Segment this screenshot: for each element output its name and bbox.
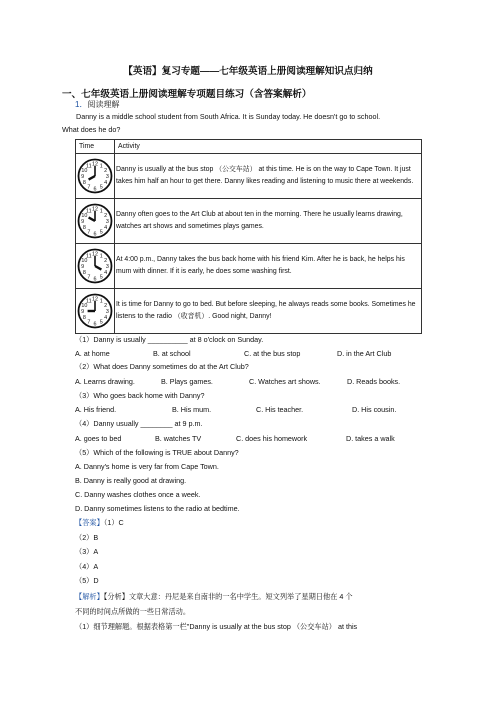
table-header-row (76, 140, 422, 154)
question-3-option-b: B. His mum. (172, 405, 212, 414)
svg-text:3: 3 (105, 309, 109, 315)
svg-text:6: 6 (93, 231, 97, 238)
analysis-line-2: 不同的时间点所做的一些日常活动。 (75, 607, 191, 616)
header-activity: Activity (115, 140, 422, 154)
svg-text:11: 11 (85, 298, 92, 305)
question-1-option-c: C. at the bus stop (244, 349, 301, 358)
time-cell (76, 289, 115, 334)
answer-tag: 【答案】 (75, 518, 104, 527)
svg-text:1: 1 (99, 298, 103, 305)
time-cell (76, 199, 115, 244)
svg-text:6: 6 (93, 321, 97, 328)
question-1-option-a: A. at home (75, 349, 110, 358)
answer-line (75, 518, 124, 528)
svg-text:2: 2 (104, 212, 108, 219)
svg-text:2: 2 (104, 257, 108, 264)
subsection-heading (75, 99, 119, 110)
header-time: Time (76, 140, 115, 154)
svg-text:10: 10 (81, 302, 88, 309)
clock-9-icon (77, 292, 113, 330)
question-5-option-d: D. Danny sometimes listens to the radio at bedtime. (75, 504, 240, 513)
answer-4: （4）A (75, 562, 99, 571)
svg-text:7: 7 (87, 274, 91, 281)
svg-text:8: 8 (82, 270, 86, 277)
svg-text:10: 10 (81, 167, 88, 174)
svg-text:10: 10 (81, 212, 88, 219)
svg-text:9: 9 (81, 174, 85, 180)
svg-text:11: 11 (85, 253, 92, 260)
svg-text:9: 9 (81, 264, 85, 270)
activity-cell: Danny often goes to the Art Club at about ten in the morning. There he usually learns drawing, watches art shows and sometimes plays games. (115, 199, 422, 244)
question-3-option-c: C. His teacher. (256, 405, 304, 414)
question-3-option-a: A. His friend. (75, 405, 117, 414)
svg-text:9: 9 (81, 219, 85, 225)
passage-question: What does he do? (62, 125, 121, 134)
svg-text:7: 7 (87, 229, 91, 236)
question-4-option-a: A. goes to bed (75, 434, 122, 443)
question-5-option-a: A. Danny's home is very far from Cape Town. (75, 462, 219, 471)
question-4-option-c: C. does his homework (236, 434, 308, 443)
question-2-option-c: C. Watches art shows. (249, 377, 321, 386)
svg-text:2: 2 (104, 302, 108, 309)
answer-3: （3）A (75, 547, 99, 556)
answer-2: （2）B (75, 533, 99, 542)
answer-1: （1）C (103, 518, 124, 527)
time-cell (76, 154, 115, 199)
activity-cell: At 4:00 p.m., Danny takes the bus back home with his friend Kim. After he is back, he helps his mum with dinner. If it is early, he does some washing first. (115, 244, 422, 289)
svg-text:10: 10 (81, 257, 88, 264)
svg-text:5: 5 (99, 184, 103, 191)
document-title: 【英语】复习专题——七年级英语上册阅读理解知识点归纳 (123, 66, 373, 77)
clock-4-icon (77, 247, 113, 285)
svg-text:12: 12 (92, 296, 98, 303)
svg-text:5: 5 (99, 319, 103, 326)
question-2-option-b: B. Plays games. (161, 377, 213, 386)
question-2-stem: （2）What does Danny sometimes do at the Art Club? (75, 362, 249, 371)
svg-text:11: 11 (85, 163, 92, 170)
svg-text:8: 8 (82, 225, 86, 232)
question-3-stem: （3）Who goes back home with Danny? (75, 391, 205, 400)
question-4-stem: （4）Danny usually ________ at 9 p.m. (75, 419, 203, 428)
svg-text:4: 4 (104, 225, 108, 232)
activity-cell: It is time for Danny to go to bed. But before sleeping, he always reads some books. Sometimes he listens to the radio （收音机）. Good night, Danny! (115, 289, 422, 334)
question-1-stem: （1）Danny is usually __________ at 8 o'clock on Sunday. (75, 335, 264, 344)
question-1-option-b: B. at school (153, 349, 191, 358)
svg-text:4: 4 (104, 270, 108, 277)
section-heading: 一、七年级英语上册阅读理解专项题目练习（含答案解析） (62, 89, 312, 100)
svg-text:5: 5 (99, 229, 103, 236)
svg-text:8: 8 (82, 180, 86, 187)
question-5-option-c: C. Danny washes clothes once a week. (75, 490, 201, 499)
table-row (76, 289, 422, 334)
svg-text:5: 5 (99, 274, 103, 281)
analysis-tag: 【解析】 (75, 592, 104, 601)
analysis-line-1 (75, 592, 353, 602)
clock-10-icon (77, 202, 113, 240)
svg-text:9: 9 (81, 309, 85, 315)
subsection-label: 阅读理解 (87, 100, 120, 109)
svg-text:3: 3 (105, 264, 109, 270)
svg-text:1: 1 (99, 208, 103, 215)
question-2-option-d: D. Reads books. (347, 377, 401, 386)
svg-text:8: 8 (82, 315, 86, 322)
passage-intro (62, 110, 434, 123)
svg-text:4: 4 (104, 315, 108, 322)
svg-text:1: 1 (99, 163, 103, 170)
activity-table (75, 139, 422, 334)
activity-cell: Danny is usually at the bus stop （公交车站） at this time. He is on the way to Cape Town. It just takes him half an hour to get there. Danny likes reading and listening to music there at weekends. (115, 154, 422, 199)
table-row (76, 199, 422, 244)
svg-text:7: 7 (87, 184, 91, 191)
table-row (76, 244, 422, 289)
analysis-line-3: （1）细节理解题。根据表格第一栏"Danny is usually at the bus stop （公交车站） at this (75, 622, 358, 631)
svg-text:11: 11 (85, 208, 92, 215)
svg-text:12: 12 (92, 206, 98, 213)
question-1-option-d: D. in the Art Club (337, 349, 392, 358)
analysis-text-1: 【分析】文章大意：丹尼是来自南非的一名中学生。短文列举了星期日他在 4 个 (103, 592, 353, 601)
svg-text:6: 6 (93, 276, 97, 283)
clock-8-icon (77, 157, 113, 195)
table-row (76, 154, 422, 199)
question-4-option-b: B. watches TV (155, 434, 202, 443)
subsection-number: 1． (75, 100, 88, 109)
question-5-option-b: B. Danny is really good at drawing. (75, 476, 187, 485)
passage-line-1: Danny is a middle school student from South Africa. It is Sunday today. He doesn't go to school. (76, 112, 381, 121)
svg-text:3: 3 (105, 219, 109, 225)
svg-text:4: 4 (104, 180, 108, 187)
question-5-stem: （5）Which of the following is TRUE about Danny? (75, 448, 239, 457)
answer-5: （5）D (75, 576, 99, 585)
question-2-option-a: A. Learns drawing. (75, 377, 135, 386)
time-cell (76, 244, 115, 289)
svg-text:6: 6 (93, 186, 97, 193)
svg-text:1: 1 (99, 253, 103, 260)
svg-text:12: 12 (92, 161, 98, 168)
svg-text:2: 2 (104, 167, 108, 174)
question-3-option-d: D. His cousin. (352, 405, 397, 414)
question-4-option-d: D. takes a walk (346, 434, 395, 443)
svg-text:3: 3 (105, 174, 109, 180)
svg-text:12: 12 (92, 251, 98, 258)
svg-text:7: 7 (87, 319, 91, 326)
